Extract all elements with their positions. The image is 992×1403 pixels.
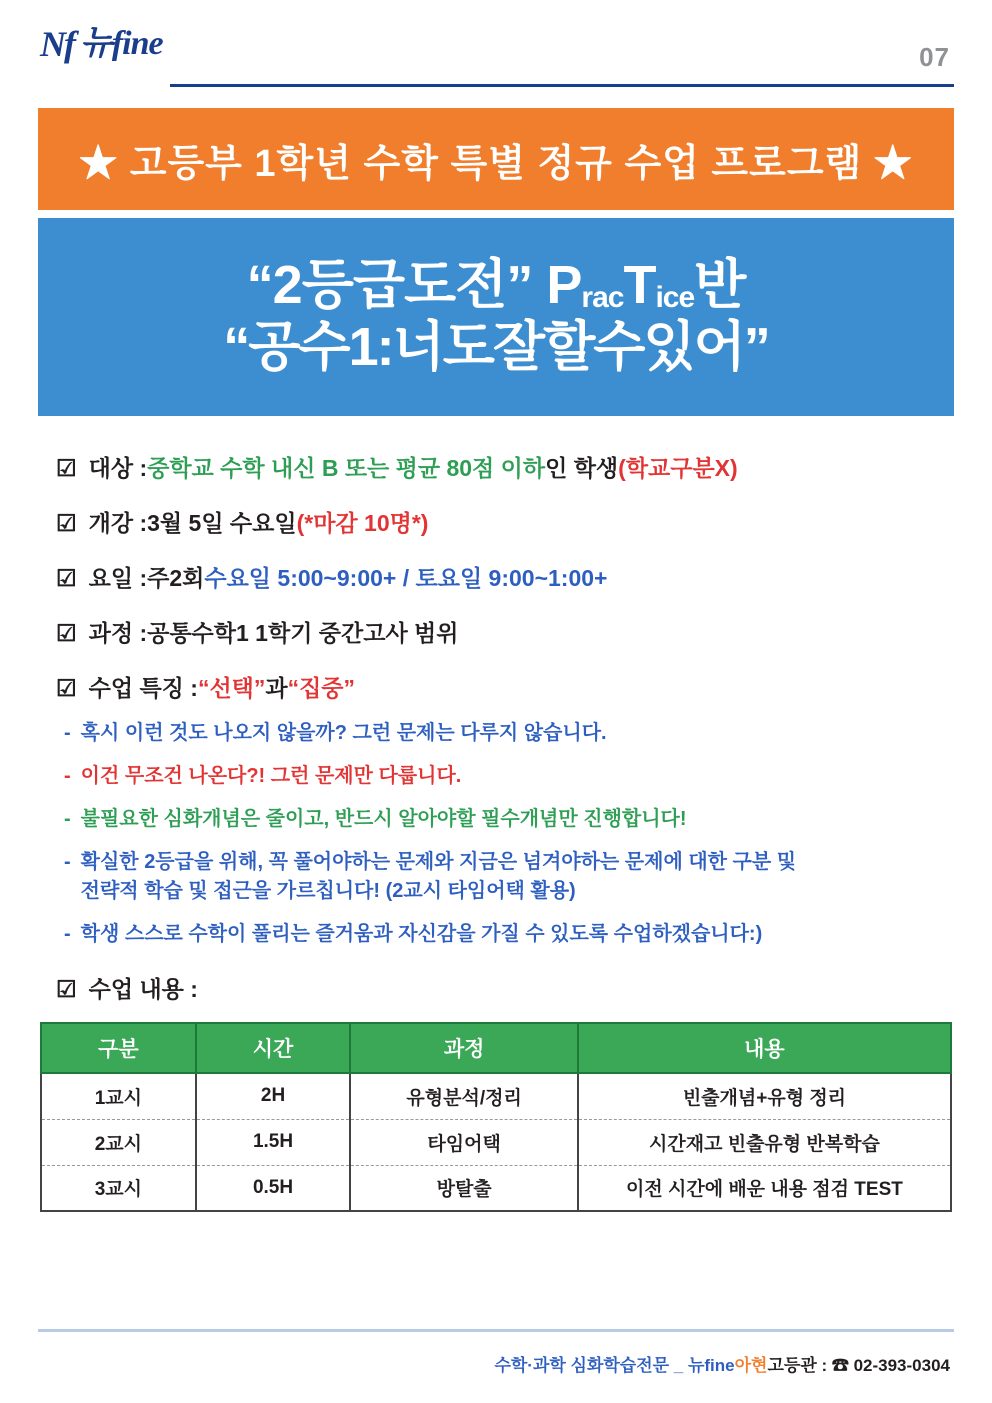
info-label-start: 개강 : <box>88 510 148 536</box>
footer-phone: 고등관 : ☎ 02-393-0304 <box>767 1356 950 1375</box>
table-cell: 1.5H <box>196 1119 351 1165</box>
info-row-curriculum <box>56 615 936 648</box>
info-label-content: 수업 내용 : <box>88 976 198 1002</box>
checkbox-icon: ☑ <box>56 675 77 701</box>
info-value-days-schedule: 수요일 5:00~9:00+ / 토요일 9:00~1:00+ <box>204 565 608 591</box>
info-label-days: 요일 : <box>88 565 148 591</box>
dash-icon: - <box>64 765 71 787</box>
table-row <box>41 1073 951 1119</box>
dash-icon: - <box>64 722 71 744</box>
table-cell: 방탈출 <box>350 1165 578 1211</box>
footer-divider <box>38 1329 954 1332</box>
feature-item <box>64 848 936 906</box>
table-cell: 시간재고 빈출유형 반복학습 <box>578 1119 951 1165</box>
feature-item-text: 이건 무조건 나온다?! 그런 문제만 다룹니다. <box>80 765 462 787</box>
practice-rac: rac <box>581 281 624 315</box>
content-body <box>0 416 992 1004</box>
table-header-cell: 구분 <box>41 1023 196 1073</box>
program-banner <box>38 108 954 210</box>
schedule-table-wrap <box>40 1022 952 1212</box>
table-cell: 3교시 <box>41 1165 196 1211</box>
course-banner <box>38 218 954 416</box>
feature-item <box>64 805 936 834</box>
info-row-days <box>56 560 936 593</box>
practice-ban: 반 <box>694 255 746 316</box>
table-cell: 유형분석/정리 <box>350 1073 578 1119</box>
footer-contact <box>494 1351 950 1376</box>
table-header-cell: 내용 <box>578 1023 951 1073</box>
dash-icon: - <box>64 808 71 830</box>
course-title-quoted: “2등급도전” <box>246 255 533 316</box>
table-header-cell: 시간 <box>196 1023 351 1073</box>
feature-item-text-block <box>81 848 796 906</box>
logo-mark-icon: Nf <box>40 24 74 64</box>
course-banner-line1 <box>247 256 746 315</box>
feature-item-text-second: 전략적 학습 및 접근을 가르칩니다! (2교시 타임어택 활용) <box>80 880 576 902</box>
info-value-start-date: 3월 5일 수요일 <box>147 510 297 536</box>
info-value-days-freq: 주2회 <box>147 565 205 591</box>
dash-icon: - <box>64 851 71 873</box>
header-divider <box>170 84 954 87</box>
info-row-target <box>56 450 936 483</box>
footer-brand: 뉴fine <box>687 1356 735 1375</box>
footer-specialty: 수학·과학 심화학습전문 _ <box>494 1356 688 1375</box>
info-label-curriculum: 과정 : <box>88 620 148 646</box>
table-cell: 1교시 <box>41 1073 196 1119</box>
checkbox-icon: ☑ <box>56 976 77 1002</box>
info-value-target-grade: 중학교 수학 내신 B 또는 평균 80점 이하 <box>147 455 546 481</box>
table-cell: 타임어택 <box>350 1119 578 1165</box>
info-value-curriculum: 공통수학1 1학기 중간고사 범위 <box>147 620 459 646</box>
feature-item <box>64 920 936 949</box>
course-banner-line2: “공수1:너도잘할수있어” <box>223 316 769 377</box>
info-value-target-note: (학교구분X) <box>618 455 738 481</box>
brand-logo <box>40 26 952 62</box>
table-cell: 이전 시간에 배운 내용 점검 TEST <box>578 1165 951 1211</box>
feature-item-text: 불필요한 심화개념은 줄이고, 반드시 알아야할 필수개념만 진행합니다! <box>80 808 687 830</box>
table-cell: 2교시 <box>41 1119 196 1165</box>
footer-branch: 아현 <box>734 1356 768 1375</box>
page-header <box>0 0 992 92</box>
checkbox-icon: ☑ <box>56 455 77 481</box>
info-label-target: 대상 : <box>88 455 148 481</box>
feature-item-text: 혹시 이런 것도 나오지 않을까? 그런 문제는 다루지 않습니다. <box>80 722 607 744</box>
info-row-start <box>56 505 936 538</box>
info-value-features-focus: “집중” <box>287 675 356 701</box>
practice-t: T <box>623 255 656 316</box>
practice-p: P <box>546 255 582 316</box>
logo-text: 뉴fine <box>80 25 163 62</box>
info-label-features: 수업 특징 : <box>88 675 198 701</box>
checkbox-icon: ☑ <box>56 620 77 646</box>
checkbox-icon: ☑ <box>56 565 77 591</box>
table-header-row <box>41 1023 951 1073</box>
info-row-content <box>56 971 936 1004</box>
program-banner-title: ★ 고등부 1학년 수학 특별 정규 수업 프로그램 ★ <box>79 142 913 185</box>
feature-item <box>64 719 936 748</box>
info-value-features-and: 과 <box>265 675 288 701</box>
page-footer <box>0 1329 992 1403</box>
feature-list <box>56 719 936 949</box>
feature-item-text: 학생 스스로 수학이 풀리는 즐거움과 자신감을 가질 수 있도록 수업하겠습니다:) <box>80 923 763 945</box>
feature-item-text: 확실한 2등급을 위해, 꼭 풀어야하는 문제와 지금은 넘겨야하는 문제에 대한 구분 및 <box>80 851 797 873</box>
info-value-start-limit: (*마감 10명*) <box>296 510 429 536</box>
page-number: 07 <box>919 42 950 72</box>
dash-icon: - <box>64 923 71 945</box>
table-cell: 2H <box>196 1073 351 1119</box>
table-row <box>41 1119 951 1165</box>
schedule-table <box>40 1022 952 1212</box>
table-header-cell: 과정 <box>350 1023 578 1073</box>
table-cell: 빈출개념+유형 정리 <box>578 1073 951 1119</box>
checkbox-icon: ☑ <box>56 510 77 536</box>
info-value-features-select: “선택” <box>197 675 266 701</box>
info-row-features <box>56 670 936 703</box>
table-cell: 0.5H <box>196 1165 351 1211</box>
feature-item <box>64 762 936 791</box>
info-value-target-student: 인 학생 <box>545 455 619 481</box>
table-row <box>41 1165 951 1211</box>
practice-ice: ice <box>655 281 695 315</box>
